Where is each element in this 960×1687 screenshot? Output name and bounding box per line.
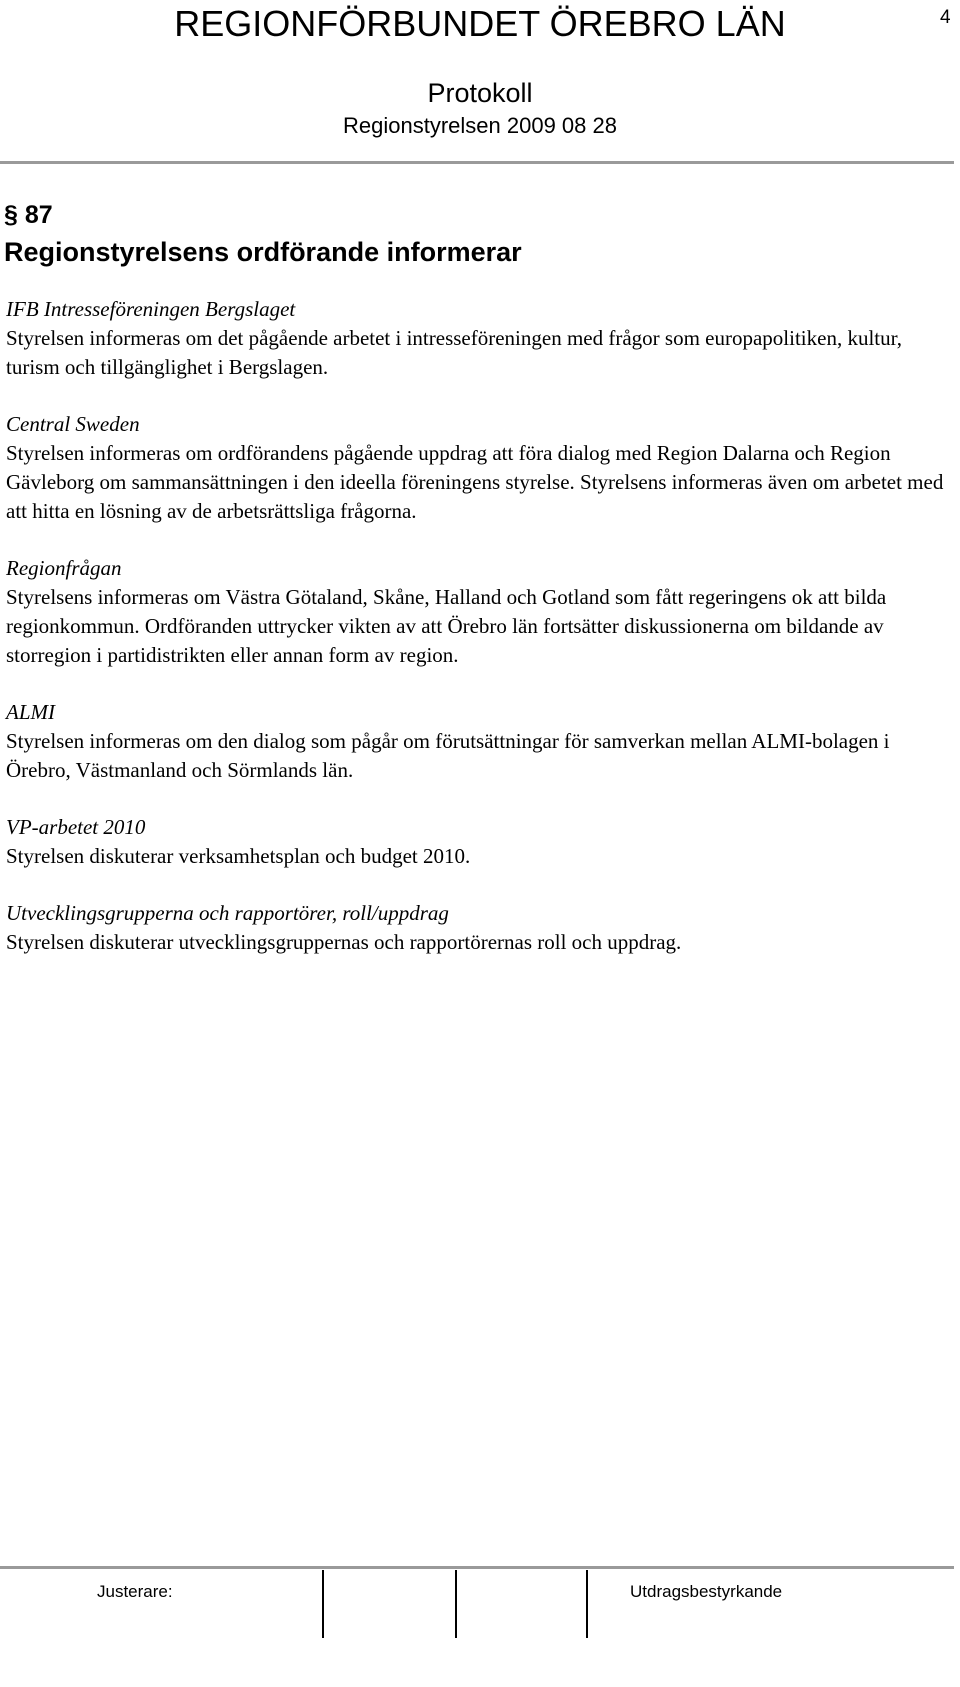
section-title: Regionstyrelsens ordförande informerar xyxy=(4,237,522,267)
signature-box-divider xyxy=(586,1570,588,1638)
signature-box-divider xyxy=(455,1570,457,1638)
adjuster-label: Justerare: xyxy=(97,1582,173,1601)
extract-certifier-label: Utdragsbestyrkande xyxy=(630,1582,783,1601)
document-type: Protokoll xyxy=(427,78,533,108)
subsection-body: Styrelsen informeras om det pågående arbetet i intresseföreningen med frågor som europapolitiken, kultur, turism och tillgänglighet i Bergslagen. xyxy=(6,326,903,379)
page-number: 4 xyxy=(940,7,951,28)
section-number: § 87 xyxy=(4,201,53,229)
header-divider xyxy=(0,161,954,164)
subsection-central-sweden xyxy=(6,410,951,526)
subsection-body: Styrelsen diskuterar verksamhetsplan och budget 2010. xyxy=(6,844,471,868)
subsection-heading: IFB Intresseföreningen Bergslaget xyxy=(6,297,296,321)
subsection-ifb xyxy=(6,295,951,382)
subsection-utvecklingsgrupperna xyxy=(6,899,951,957)
subsection-body: Styrelsen informeras om den dialog som pågår om förutsättningar för samverkan mellan ALMI-bolagen i Örebro, Västmanland och Sörmlands län. xyxy=(6,729,890,782)
signature-box-divider xyxy=(322,1570,324,1638)
subsection-body: Styrelsens informeras om Västra Götaland, Skåne, Halland och Gotland som fått regeringens ok att bilda regionkommun. Ordföranden uttrycker vikten av att Örebro län fortsätter diskussionerna om bildande av storregion i partidistrikten eller annan form av region. xyxy=(6,585,887,667)
subsection-almi xyxy=(6,698,951,785)
subsection-vp-arbetet xyxy=(6,813,951,871)
subsection-heading: ALMI xyxy=(6,700,55,724)
subsection-regionfragan xyxy=(6,554,951,670)
meeting-date: Regionstyrelsen 2009 08 28 xyxy=(343,113,617,138)
footer-divider xyxy=(0,1566,954,1569)
subsection-heading: Regionfrågan xyxy=(6,556,122,580)
minutes-content xyxy=(6,295,951,985)
subsection-heading: Central Sweden xyxy=(6,412,140,436)
subsection-body: Styrelsen informeras om ordförandens pågående uppdrag att föra dialog med Region Dalarna och Region Gävleborg om sammansättningen i den ideella föreningens styrelse. Styrelsens informeras även om arbetet med att hitta en lösning av de arbetsrättsliga frågorna. xyxy=(6,441,944,523)
subsection-heading: Utvecklingsgrupperna och rapportörer, roll/uppdrag xyxy=(6,901,449,925)
organization-title: REGIONFÖRBUNDET ÖREBRO LÄN xyxy=(174,3,786,44)
subsection-heading: VP-arbetet 2010 xyxy=(6,815,146,839)
subsection-body: Styrelsen diskuterar utvecklingsgruppernas och rapportörernas roll och uppdrag. xyxy=(6,930,682,954)
